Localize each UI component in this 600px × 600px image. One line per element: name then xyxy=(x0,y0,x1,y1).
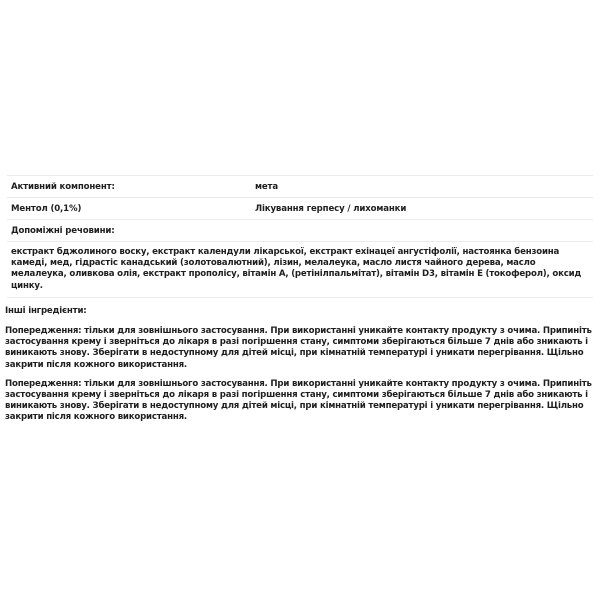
excipients-list: екстракт бджолиного воску, екстракт календули лікарської, екстракт ехінацеї ангустіфолії, настоянка бензоина камеді, мед, гідрастіс канадський (золотовалютний), лізин, мелалеука, масло листя чайного дерева, масло мелалеука, оливкова олія, екстракт прополісу, вітамін А, (ретінілпальмітат), вітамін D3, вітамін Е (токоферол), оксид цинку. xyxy=(7,241,593,298)
spec-key: Ментол (0,1%) xyxy=(11,203,82,214)
spec-key: Активний компонент: xyxy=(11,181,115,192)
warning-paragraph: Попередження: тільки для зовнішнього застосування. При використанні уникайте контакту продукту з очима. Припиніть застосування крему і зверніться до лікаря в разі погіршення стану, симптоми зберігаються більше 7 днів або зникають і виникають знову. Зберігати в недоступному для дітей місці, при кімнатній температурі і уникати перегрівання. Щільно закрити після кожного використання. xyxy=(5,326,592,370)
spec-row-menthol xyxy=(7,197,593,219)
other-ingredients-label: Інші інгредієнти: xyxy=(5,305,87,316)
spec-key: Допоміжні речовини: xyxy=(11,225,115,236)
product-spec-sheet xyxy=(7,175,593,424)
spec-value: мета xyxy=(255,181,279,192)
spec-row-active-component xyxy=(7,175,593,197)
spec-row-excipients-label xyxy=(7,219,593,241)
spec-value: Лікування герпесу / лихоманки xyxy=(255,203,407,214)
warning-paragraph: Попередження: тільки для зовнішнього застосування. При використанні уникайте контакту продукту з очима. Припиніть застосування крему і зверніться до лікаря в разі погіршення стану, симптоми зберігаються більше 7 днів або зникають і виникають знову. Зберігати в недоступному для дітей місці, при кімнатній температурі і уникати перегрівання. Щільно закрити після кожного використання. xyxy=(5,378,592,423)
